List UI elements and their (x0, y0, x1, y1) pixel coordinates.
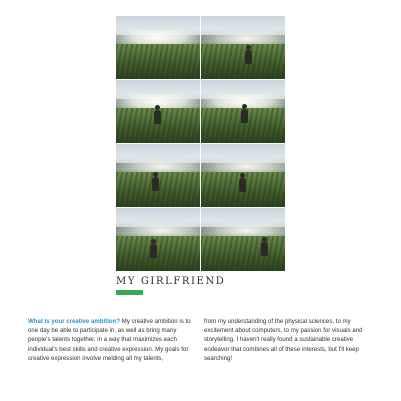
body-text-left (28, 317, 200, 363)
field-photo (201, 208, 285, 271)
field-photo (116, 16, 200, 79)
body-text-right: from my understanding of the physical sciences, to my excitement about computers, to my passion for visuals and storytelling. I haven't really found a sustainable creative endeavor that combines all of these interests, but I'll keep searching! (204, 318, 363, 362)
photo-caption: MY GIRLFRIEND (116, 276, 226, 287)
field-photo (116, 208, 200, 271)
field-photo (116, 144, 200, 207)
answer-text-left: My creative ambition is to one day be able to participate in, as well as bring many people's talents together, in a way that maximizes each individual's best skills and creative expression. My goals for creative expression involve melding all my talents, (28, 318, 191, 362)
field-photo (201, 16, 285, 79)
field-photo (201, 144, 285, 207)
photo-grid (116, 16, 285, 272)
field-photo (116, 80, 200, 143)
question-heading: What is your creative ambition? (28, 318, 121, 325)
field-photo (201, 80, 285, 143)
accent-bar (116, 290, 143, 295)
